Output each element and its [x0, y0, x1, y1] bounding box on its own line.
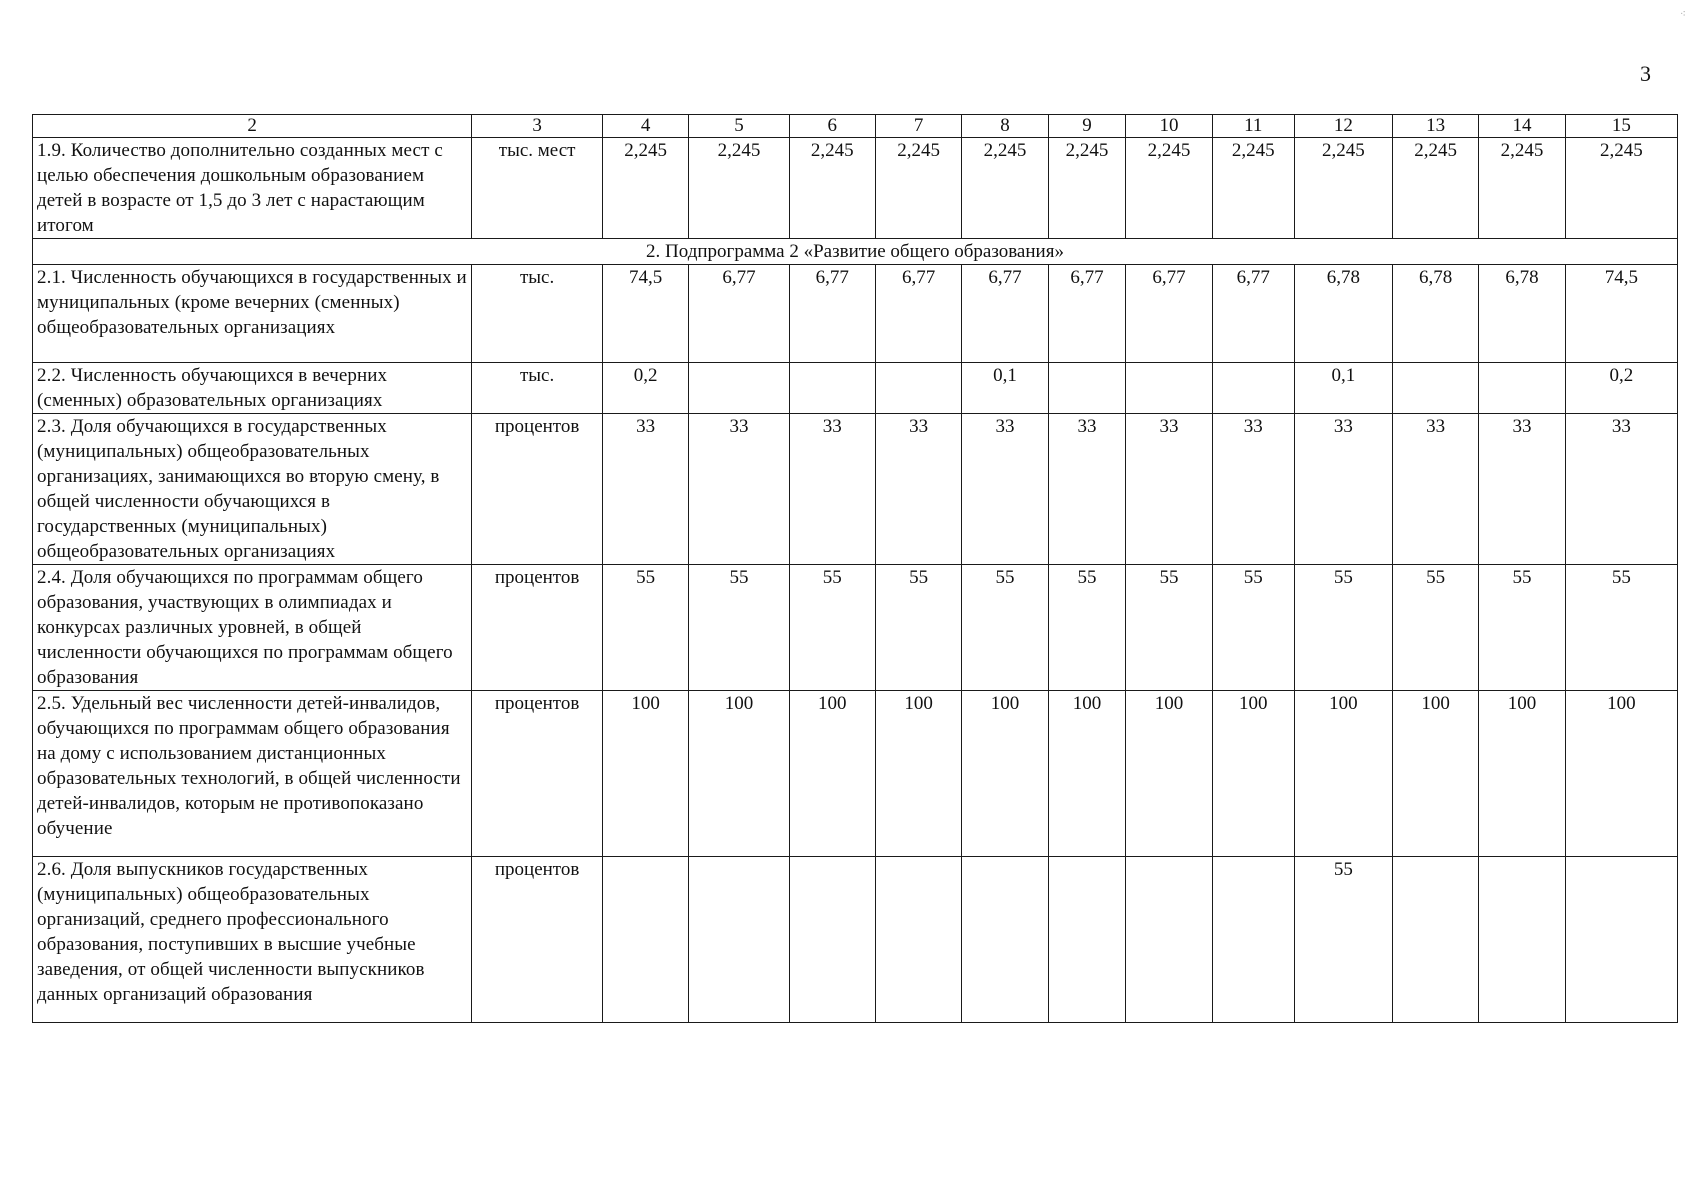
- table-row: [33, 857, 1678, 1023]
- value-cell: 33: [602, 414, 688, 565]
- column-number-cell: 5: [689, 115, 789, 138]
- value-cell: 6,77: [689, 265, 789, 363]
- column-number-header-row: [33, 115, 1678, 138]
- value-cell: 100: [1212, 691, 1294, 857]
- value-cell: [875, 363, 961, 414]
- value-cell: 33: [789, 414, 875, 565]
- scan-artifact-mark: ⁖: [1680, 9, 1686, 20]
- value-cell: 0,2: [602, 363, 688, 414]
- value-cell: 74,5: [1565, 265, 1677, 363]
- column-number-cell: 3: [472, 115, 603, 138]
- table-row: [33, 265, 1678, 363]
- value-cell: 33: [1565, 414, 1677, 565]
- value-cell: 2,245: [1126, 138, 1212, 239]
- value-cell: [1479, 363, 1565, 414]
- value-cell: 2,245: [875, 138, 961, 239]
- value-cell: 55: [1565, 565, 1677, 691]
- value-cell: 100: [962, 691, 1048, 857]
- value-cell: [689, 363, 789, 414]
- unit-cell: процентов: [472, 857, 603, 1023]
- column-number-cell: 6: [789, 115, 875, 138]
- unit-cell: процентов: [472, 691, 603, 857]
- value-cell: 2,245: [1212, 138, 1294, 239]
- value-cell: 55: [1294, 565, 1392, 691]
- unit-cell: процентов: [472, 414, 603, 565]
- column-number-cell: 9: [1048, 115, 1126, 138]
- value-cell: 33: [1392, 414, 1478, 565]
- value-cell: 100: [1126, 691, 1212, 857]
- section-header-row: [33, 239, 1678, 265]
- indicator-name-cell: 2.6. Доля выпускников государственных (муниципальных) общеобразовательных организаций, среднего профессионального образования, поступивших в высшие учебные заведения, от общей численности выпускников данных организаций образования: [33, 857, 472, 1023]
- value-cell: 100: [1392, 691, 1478, 857]
- value-cell: [689, 857, 789, 1023]
- value-cell: 6,78: [1479, 265, 1565, 363]
- value-cell: [1392, 857, 1478, 1023]
- unit-cell: процентов: [472, 565, 603, 691]
- value-cell: 55: [1048, 565, 1126, 691]
- value-cell: 74,5: [602, 265, 688, 363]
- column-number-cell: 12: [1294, 115, 1392, 138]
- value-cell: 6,77: [1126, 265, 1212, 363]
- indicators-table: [32, 114, 1678, 1023]
- value-cell: [1565, 857, 1677, 1023]
- value-cell: [789, 363, 875, 414]
- value-cell: 33: [689, 414, 789, 565]
- value-cell: 100: [1294, 691, 1392, 857]
- column-number-cell: 13: [1392, 115, 1478, 138]
- column-number-cell: 2: [33, 115, 472, 138]
- value-cell: 33: [1048, 414, 1126, 565]
- value-cell: 100: [1479, 691, 1565, 857]
- value-cell: 2,245: [1479, 138, 1565, 239]
- value-cell: [1212, 857, 1294, 1023]
- indicator-name-cell: 2.5. Удельный вес численности детей-инвалидов, обучающихся по программам общего образования на дому с использованием дистанционных образовательных технологий, в общей численности детей-инвалидов, которым не противопоказано обучение: [33, 691, 472, 857]
- value-cell: 2,245: [789, 138, 875, 239]
- value-cell: 2,245: [1565, 138, 1677, 239]
- value-cell: [1479, 857, 1565, 1023]
- column-number-cell: 4: [602, 115, 688, 138]
- value-cell: 100: [789, 691, 875, 857]
- value-cell: 100: [602, 691, 688, 857]
- value-cell: [1048, 363, 1126, 414]
- column-number-cell: 14: [1479, 115, 1565, 138]
- value-cell: 2,245: [962, 138, 1048, 239]
- section-title: 2. Подпрограмма 2 «Развитие общего образования»: [33, 239, 1678, 265]
- value-cell: 55: [1294, 857, 1392, 1023]
- unit-cell: тыс.: [472, 363, 603, 414]
- value-cell: 0,1: [962, 363, 1048, 414]
- value-cell: 100: [1565, 691, 1677, 857]
- value-cell: 33: [1479, 414, 1565, 565]
- value-cell: [1048, 857, 1126, 1023]
- value-cell: 6,77: [962, 265, 1048, 363]
- indicator-name-cell: 2.1. Численность обучающихся в государственных и муниципальных (кроме вечерних (сменных) общеобразовательных организациях: [33, 265, 472, 363]
- value-cell: 6,78: [1294, 265, 1392, 363]
- indicator-name-cell: 2.2. Численность обучающихся в вечерних (сменных) образовательных организациях: [33, 363, 472, 414]
- value-cell: [1126, 857, 1212, 1023]
- value-cell: 6,78: [1392, 265, 1478, 363]
- value-cell: 2,245: [1048, 138, 1126, 239]
- value-cell: [602, 857, 688, 1023]
- value-cell: 55: [1392, 565, 1478, 691]
- value-cell: 6,77: [1212, 265, 1294, 363]
- value-cell: 33: [962, 414, 1048, 565]
- value-cell: 100: [875, 691, 961, 857]
- unit-cell: тыс. мест: [472, 138, 603, 239]
- table-row: [33, 138, 1678, 239]
- value-cell: [962, 857, 1048, 1023]
- column-number-cell: 8: [962, 115, 1048, 138]
- value-cell: 6,77: [1048, 265, 1126, 363]
- value-cell: 33: [1126, 414, 1212, 565]
- value-cell: 55: [962, 565, 1048, 691]
- value-cell: 100: [689, 691, 789, 857]
- indicator-name-cell: 2.3. Доля обучающихся в государственных (муниципальных) общеобразовательных организациях, занимающихся во вторую смену, в общей численности обучающихся в государственных (муниципальных) общеобразовательных организациях: [33, 414, 472, 565]
- value-cell: 33: [1294, 414, 1392, 565]
- unit-cell: тыс.: [472, 265, 603, 363]
- value-cell: 33: [1212, 414, 1294, 565]
- page-number: 3: [1640, 61, 1651, 86]
- value-cell: [1392, 363, 1478, 414]
- value-cell: 2,245: [689, 138, 789, 239]
- value-cell: 2,245: [602, 138, 688, 239]
- value-cell: 100: [1048, 691, 1126, 857]
- column-number-cell: 10: [1126, 115, 1212, 138]
- table-body: [33, 115, 1678, 1023]
- value-cell: 55: [602, 565, 688, 691]
- value-cell: 2,245: [1392, 138, 1478, 239]
- value-cell: 55: [1212, 565, 1294, 691]
- value-cell: 55: [1479, 565, 1565, 691]
- column-number-cell: 7: [875, 115, 961, 138]
- table-row: [33, 414, 1678, 565]
- column-number-cell: 11: [1212, 115, 1294, 138]
- value-cell: 55: [689, 565, 789, 691]
- value-cell: 0,2: [1565, 363, 1677, 414]
- value-cell: 6,77: [789, 265, 875, 363]
- value-cell: 55: [875, 565, 961, 691]
- indicator-name-cell: 2.4. Доля обучающихся по программам общего образования, участвующих в олимпиадах и конкурсах различных уровней, в общей численности обучающихся по программам общего образования: [33, 565, 472, 691]
- value-cell: 55: [1126, 565, 1212, 691]
- table-row: [33, 691, 1678, 857]
- value-cell: [789, 857, 875, 1023]
- value-cell: [875, 857, 961, 1023]
- column-number-cell: 15: [1565, 115, 1677, 138]
- value-cell: 6,77: [875, 265, 961, 363]
- value-cell: [1212, 363, 1294, 414]
- table-row: [33, 363, 1678, 414]
- value-cell: 55: [789, 565, 875, 691]
- table-row: [33, 565, 1678, 691]
- value-cell: 33: [875, 414, 961, 565]
- indicator-name-cell: 1.9. Количество дополнительно созданных мест с целью обеспечения дошкольным образованием детей в возрасте от 1,5 до 3 лет с нарастающим итогом: [33, 138, 472, 239]
- value-cell: 0,1: [1294, 363, 1392, 414]
- value-cell: [1126, 363, 1212, 414]
- value-cell: 2,245: [1294, 138, 1392, 239]
